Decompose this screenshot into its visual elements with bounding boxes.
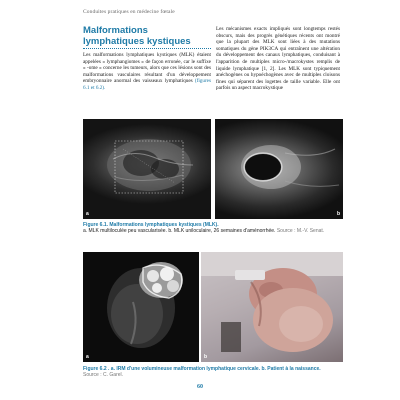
figure-6-2-caption-source: Source : C. Garel. — [83, 372, 124, 379]
figure-6-1-caption-title: Figure 6.1. Malformations lymphatiques kystiques (MLK). — [83, 222, 219, 228]
figure-6-2-caption — [83, 366, 345, 378]
left-paragraph — [83, 52, 211, 92]
figure-6-1-caption — [83, 222, 343, 234]
figure-reference-link[interactable]: (figures 6.1 et 6.2). — [83, 78, 211, 91]
figure-6-2-panel-a-mri — [83, 252, 199, 362]
running-head: Conduites pratiques en médecine fœtale — [83, 9, 175, 15]
page-number: 60 — [197, 384, 203, 390]
right-paragraph: Les mécanismes exacts impliqués sont longtemps restés obscurs, mais des progrès génétiques récents ont montré que la plupart des MLK sont liées à des mutations somatiques du gène PIK3CA qui entraînent une altération du développement des canaux lymphatiques, conduisant à l'apparition de multiples micro-/macrokystes remplis de liquide lymphatique [1, 2]. Les MLK sont typiquement anéchogènes ou hypoéchogènes avec de multiples cloisons fines qui séparent des logettes de taille variable. Elle ont parfois un aspect macrokystique — [216, 26, 340, 92]
figure-6-1-panel-b-ultrasound — [215, 119, 343, 219]
panel-label-b: b — [336, 211, 340, 217]
panel-label-b: b — [204, 354, 208, 360]
figure-6-1-panel-a-ultrasound — [83, 119, 211, 219]
mri-image — [83, 252, 199, 362]
patient-photo — [201, 252, 343, 362]
ultrasound-image-a — [83, 119, 211, 219]
right-column — [216, 26, 340, 92]
figure-6-1-caption-body: a. MLK multiloculée peu vascularisée. b. MLK uniloculaire, 26 semaines d'aménorrhée. — [83, 228, 276, 235]
figure-6-2-caption-title: Figure 6.2 . a. IRM d'une volumineuse malformation lymphatique cervicale. b. Patient à la naissance. — [83, 366, 321, 372]
panel-label-a: a — [86, 354, 89, 360]
figure-6-2-panel-b-patient-photo — [201, 252, 343, 362]
section-title: Malformations lymphatiques kystiques — [83, 26, 211, 49]
panel-label-a: a — [86, 211, 89, 217]
left-column — [83, 26, 211, 92]
figure-6-1-caption-line — [83, 228, 343, 234]
figure-6-1-caption-source: Source : M.-V. Senat. — [276, 228, 325, 235]
ultrasound-image-b — [215, 119, 343, 219]
left-paragraph-text: Les malformations lymphatiques kystiques (MLK) étaient appelées « lymphangiomes » de façon erronée, car le suffixe « -ome » concerne les tumeurs, alors que ces lésions sont des malformations vasculaires résultant d'un développement embryonnaire anormal des vaisseaux lymphatiques — [83, 52, 211, 85]
